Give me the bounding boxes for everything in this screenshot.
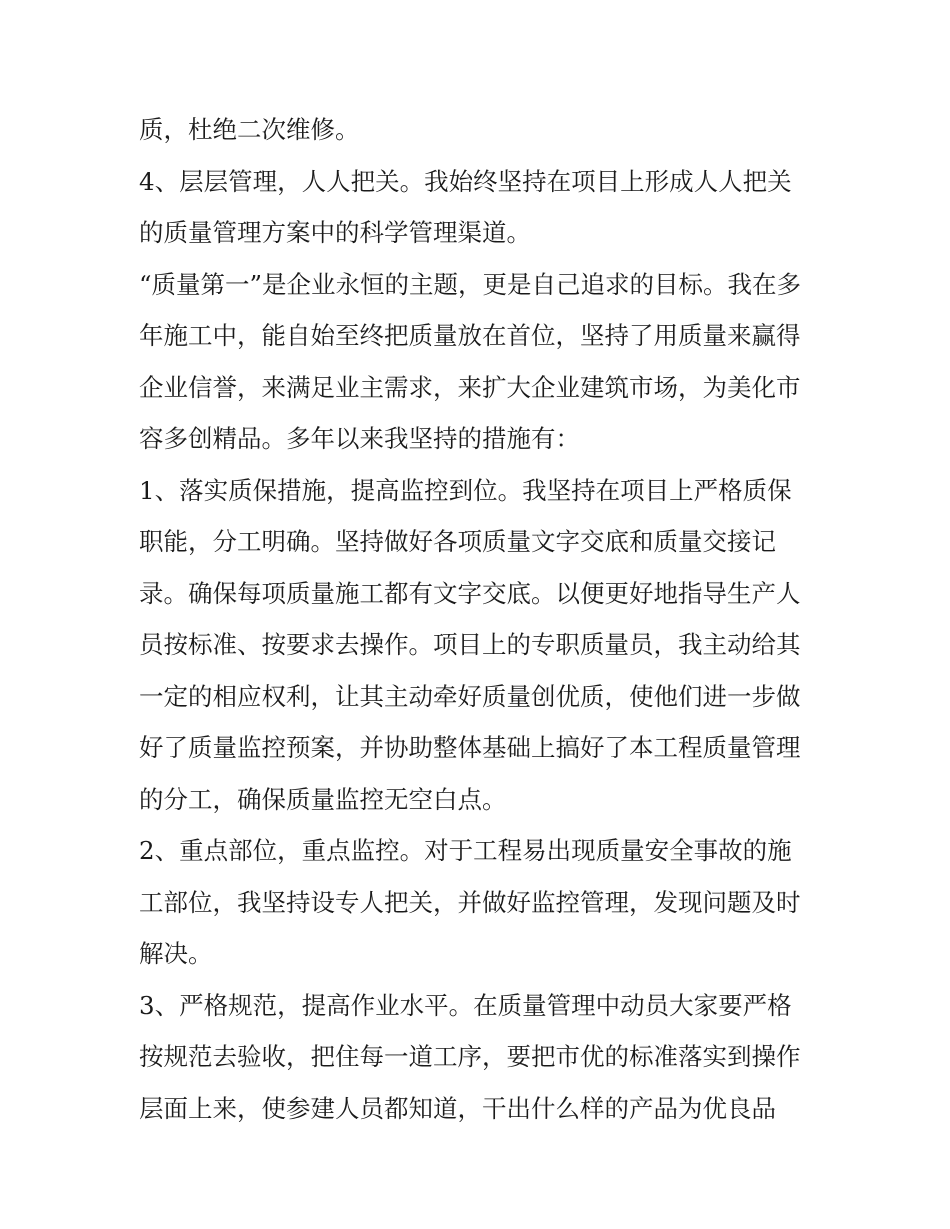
text-line: 1、落实质保措施，提高监控到位。我坚持在项目上严格质保 bbox=[139, 475, 792, 505]
text-line: 年施工中，能自始至终把质量放在首位，坚持了用质量来赢得 bbox=[139, 321, 801, 350]
text-line: 员按标准、按要求去操作。项目上的专职质量员，我主动给其 bbox=[139, 630, 801, 659]
text-line: 4、层层管理，人人把关。我始终坚持在项目上形成人人把关 bbox=[139, 166, 792, 196]
text-line: 层面上来，使参建人员都知道，干出什么样的产品为优良品 bbox=[139, 1093, 776, 1123]
text-line: “质量第一”是企业永恒的主题，更是自己追求的目标。我在多 bbox=[139, 269, 802, 299]
text-line: 工部位，我坚持设专人把关，并做好监控管理，发现问题及时 bbox=[139, 887, 801, 917]
body-text bbox=[139, 104, 819, 1134]
text-line: 质，杜绝二次维修。 bbox=[139, 115, 360, 144]
text-line: 好了质量监控预案，并协助整体基础上搞好了本工程质量管理 bbox=[139, 733, 801, 762]
text-line: 录。确保每项质量施工都有文字交底。以便更好地指导生产人 bbox=[139, 578, 801, 608]
text-line: 按规范去验收，把住每一道工序，要把市优的标准落实到操作 bbox=[139, 1042, 801, 1071]
text-line: 的分工，确保质量监控无空白点。 bbox=[139, 784, 507, 814]
text-line: 一定的相应权利，让其主动牵好质量创优质，使他们进一步做 bbox=[139, 681, 801, 711]
text-line: 容多创精品。多年以来我坚持的措施有： bbox=[139, 424, 580, 453]
text-line: 3、严格规范，提高作业水平。在质量管理中动员大家要严格 bbox=[139, 990, 792, 1020]
text-line: 职能，分工明确。坚持做好各项质量文字交底和质量交接记 bbox=[139, 527, 776, 556]
text-line: 的质量管理方案中的科学管理渠道。 bbox=[139, 218, 531, 247]
text-line: 解决。 bbox=[139, 939, 213, 968]
text-line: 2、重点部位，重点监控。对于工程易出现质量安全事故的施 bbox=[139, 836, 792, 865]
text-line: 企业信誉，来满足业主需求，来扩大企业建筑市场，为美化市 bbox=[139, 372, 801, 402]
